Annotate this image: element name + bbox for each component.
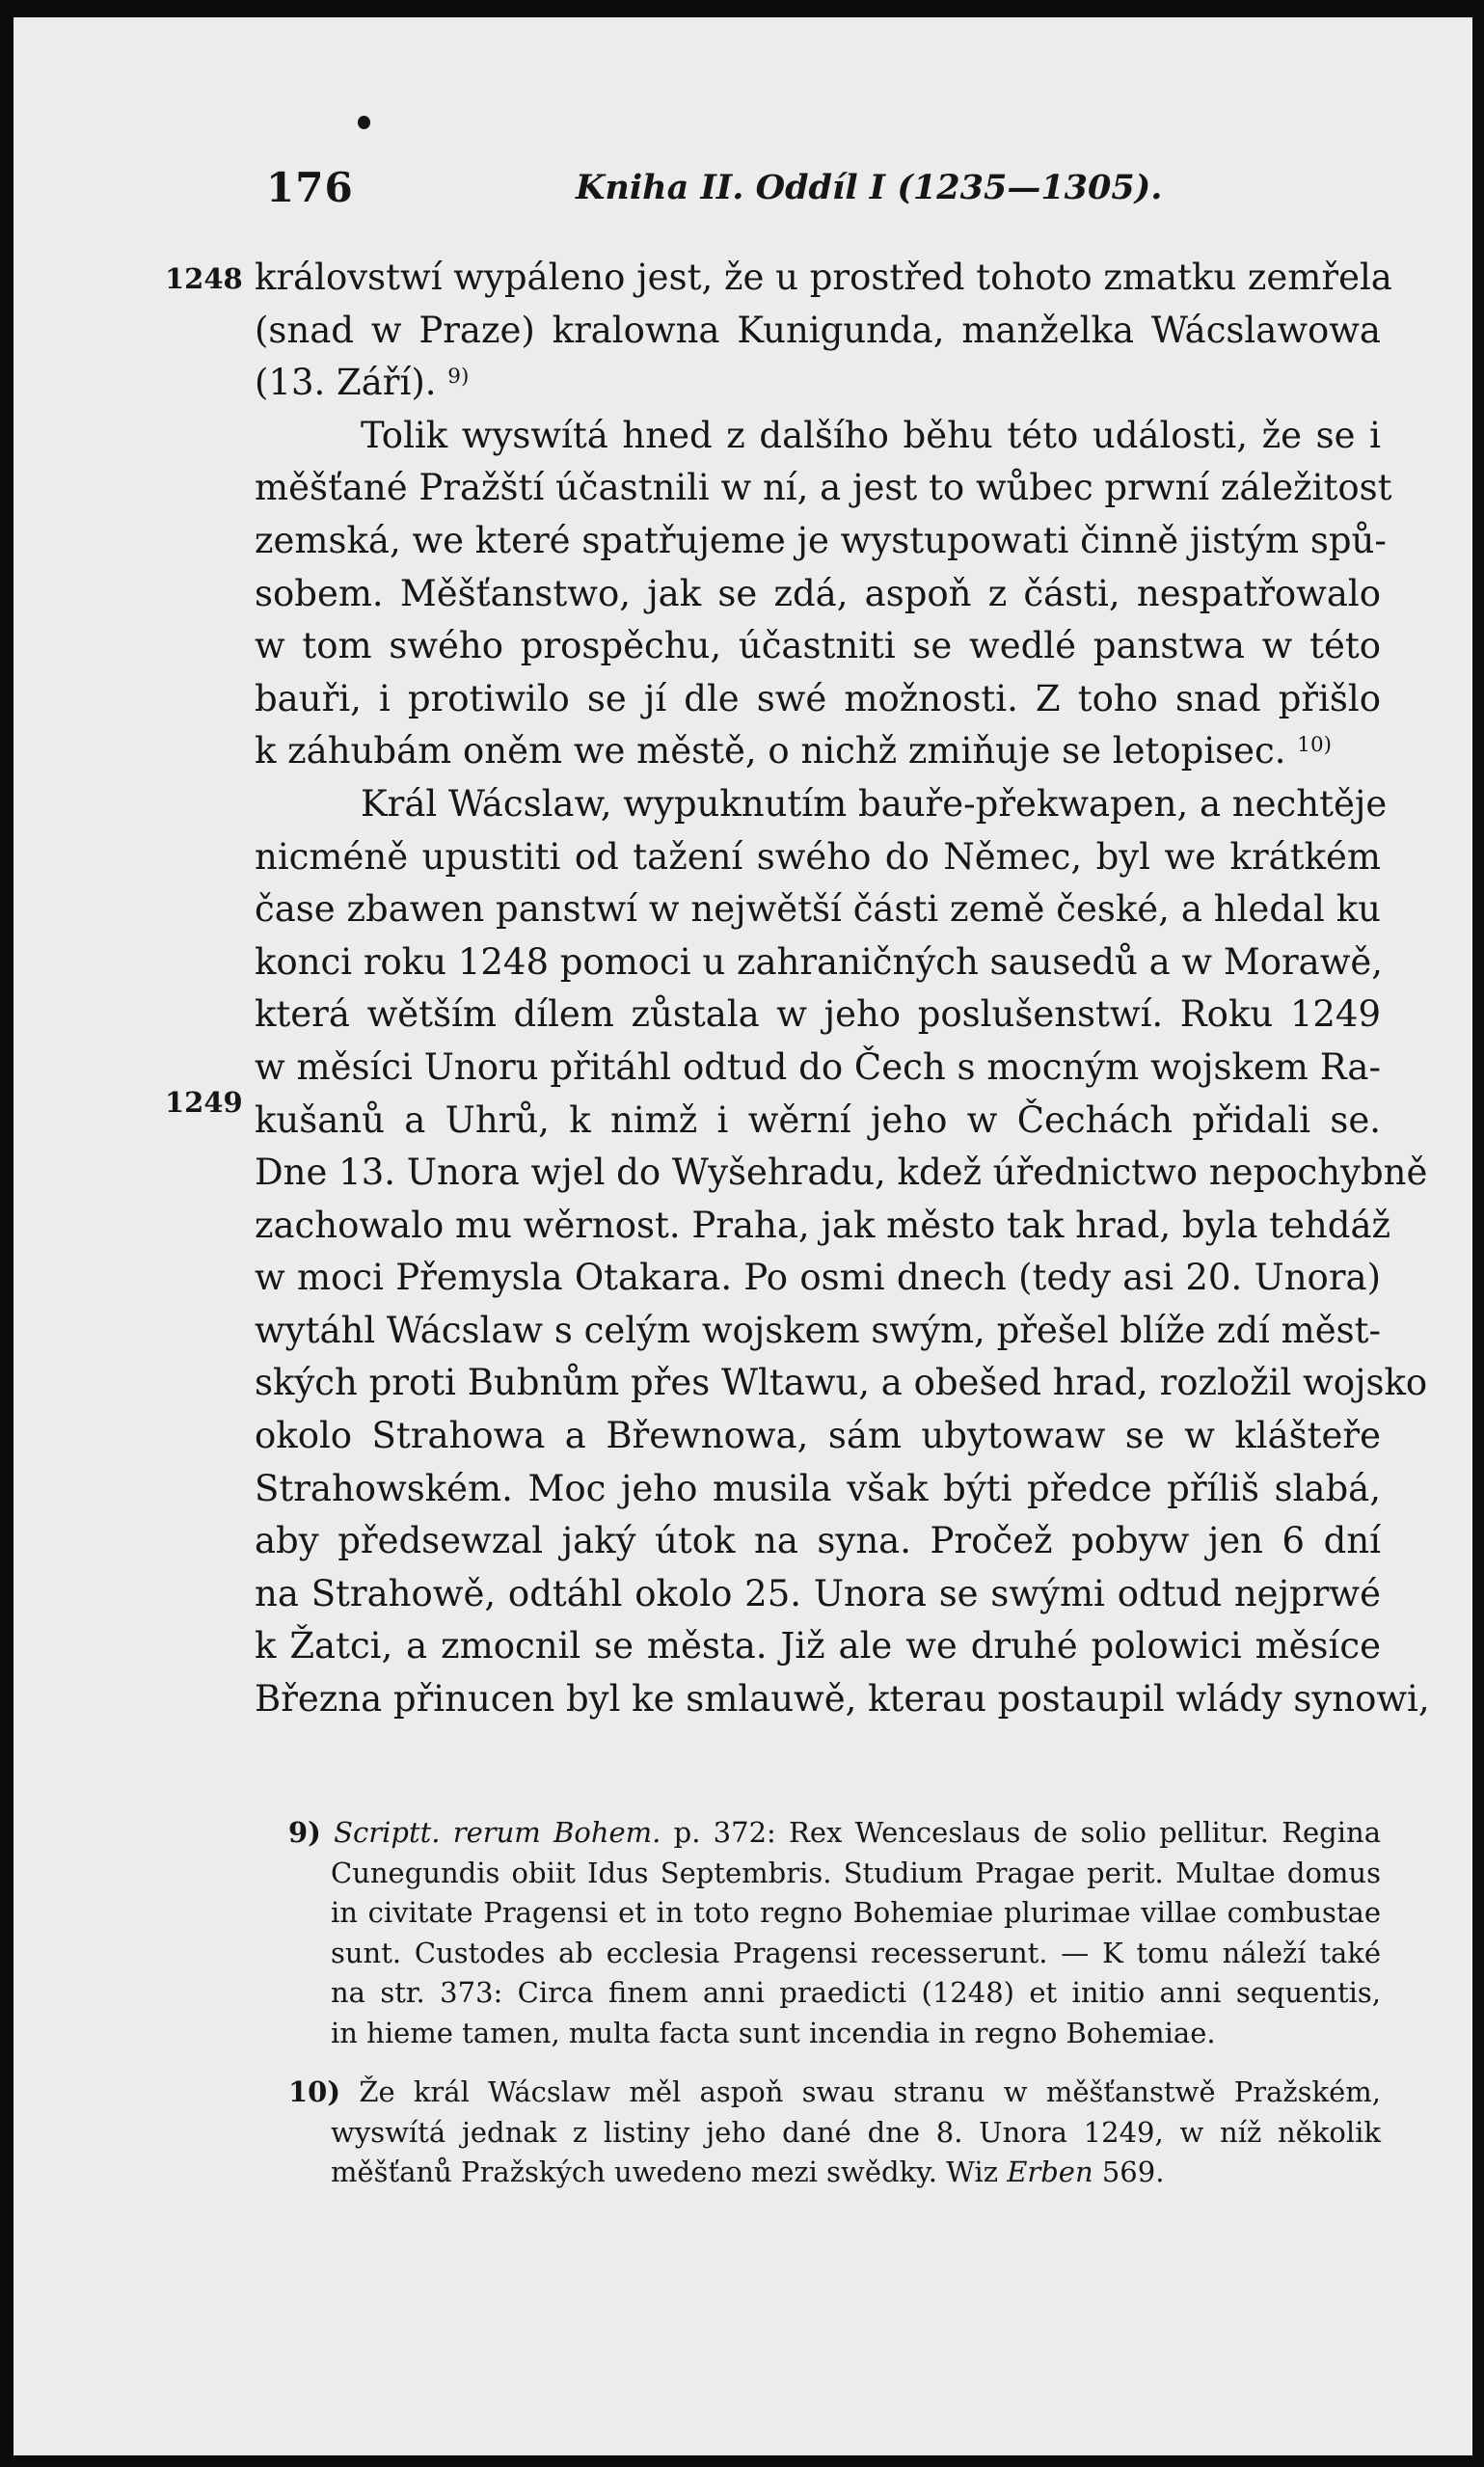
text-line: nicméně upustiti od tažení swého do Němec, byl we krátkém bbox=[255, 835, 1381, 878]
footnote-9: 9) Scriptt. rerum Bohem. p. 372: Rex Wenceslaus de solio pellitur. Regina bbox=[288, 1816, 1381, 1849]
text-line: k záhubám oněm we městě, o nichž zmiňuje se letopisec. $^{10)}$ bbox=[255, 730, 1332, 773]
running-head: Kniha II. Oddíl I (1235—1305). bbox=[576, 168, 1163, 207]
margin-year-1249: 1249 bbox=[165, 1086, 243, 1119]
footnote-line: sunt. Custodes ab ecclesia Pragensi recesserunt. — K tomu náleží také bbox=[331, 1936, 1381, 1969]
text-line: ských proti Bubnům přes Wltawu, a obešed hrad, rozložil wojsko bbox=[255, 1362, 1428, 1404]
text-line: wytáhl Wácslaw s celým wojskem swým, přešel blíže zdí měst- bbox=[255, 1309, 1381, 1351]
page-header bbox=[13, 164, 1472, 222]
text-line: (snad w Praze) kralowna Kunigunda, manželka Wácslawowa bbox=[255, 309, 1381, 351]
note-ref-9: 9) bbox=[447, 365, 470, 390]
page-number: 176 bbox=[266, 164, 354, 211]
text-line: w tom swého prospěchu, účastniti se wedlé panstwa w této bbox=[255, 625, 1381, 667]
reference-page: 569. bbox=[1101, 2155, 1165, 2188]
footnote-line: in civitate Pragensi et in toto regno Bohemiae plurimae villae combustae bbox=[331, 1896, 1381, 1929]
text-line: okolo Strahowa a Břewnowa, sám ubytowaw se w klášteře bbox=[255, 1415, 1381, 1457]
note-ref-10: 10) bbox=[1297, 733, 1332, 758]
text-line: čase zbawen panstwí w nejwětší části země české, a hledal ku bbox=[255, 888, 1381, 931]
footnote-marker-10: 10) bbox=[288, 2075, 341, 2108]
text-line: na Strahowě, odtáhl okolo 25. Unora se swými odtud nejprwé bbox=[255, 1572, 1381, 1614]
footnote-line: wyswítá jednak z listiny jeho dané dne 8. Unora 1249, w níž několik bbox=[331, 2115, 1381, 2149]
text-line: k Žatci, a zmocnil se města. Již ale we druhé polowici měsíce bbox=[255, 1625, 1381, 1667]
footnote-line: na str. 373: Circa finem anni praedicti (1248) et initio anni sequentis, bbox=[331, 1976, 1381, 2009]
text-line: měšťané Pražští účastnili w ní, a jest to wůbec prwní záležitost bbox=[255, 467, 1392, 509]
reference-author: Erben bbox=[1007, 2155, 1093, 2188]
body-text bbox=[255, 252, 1430, 1726]
text-line: zachowalo mu wěrnost. Praha, jak město tak hrad, byla tehdáž bbox=[255, 1204, 1391, 1246]
footnotes bbox=[255, 1813, 1381, 2193]
margin-year-1248: 1248 bbox=[165, 262, 243, 295]
text-line: Března přinucen byl ke smlauwě, kterau postaupil wlády synowi, bbox=[255, 1678, 1430, 1721]
text-line: kušanů a Uhrů, k nimž i wěrní jeho w Čechách přidali se. bbox=[255, 1098, 1381, 1141]
text-line: sobem. Měšťanstwo, jak se zdá, aspoň z části, nespatřowalo bbox=[255, 572, 1381, 614]
text-line: w moci Přemysla Otakara. Po osmi dnech (tedy asi 20. Unora) bbox=[255, 1257, 1381, 1299]
text-line: bauři, i protiwilo se jí dle swé možnosti. Z toho snad přišlo bbox=[255, 677, 1381, 719]
book-page bbox=[13, 17, 1472, 2455]
text-line: (13. Září). $^{9)}$ bbox=[255, 362, 470, 404]
footnote-line: in hieme tamen, multa facta sunt incendia in regno Bohemiae. bbox=[331, 2016, 1216, 2049]
text-line: konci roku 1248 pomoci u zahraničných sausedů a w Morawě, bbox=[255, 940, 1384, 983]
text-line: Strahowském. Moc jeho musila však býti předce příliš slabá, bbox=[255, 1467, 1381, 1509]
text-line: Tolik wyswítá hned z dalšího běhu této události, že se i bbox=[361, 414, 1381, 456]
text-line: která wětším dílem zůstala w jeho poslušenstwí. Roku 1249 bbox=[255, 993, 1381, 1036]
source-citation: Scriptt. rerum Bohem. bbox=[334, 1816, 661, 1849]
text-line: aby předsewzal jaký útok na syna. Pročež pobyw jen 6 dní bbox=[255, 1520, 1381, 1562]
text-line: zemská, we které spatřujeme je wystupowati činně jistým spů- bbox=[255, 519, 1387, 561]
footnote-marker-9: 9) bbox=[288, 1816, 321, 1849]
footnote-line: Cunegundis obiit Idus Septembris. Studium Pragae perit. Multae domus bbox=[331, 1856, 1381, 1889]
text-line: w měsíci Unoru přitáhl odtud do Čech s mocným wojskem Ra- bbox=[255, 1045, 1381, 1088]
text-line: Král Wácslaw, wypuknutím bauře-překwapen, a nechtěje bbox=[361, 782, 1388, 825]
footnote-10: 10) Že král Wácslaw měl aspoň swau stranu w měšťanstwě Pražském, bbox=[288, 2075, 1381, 2108]
text-line: královstwí wypáleno jest, že u prostřed tohoto zmatku zemřela bbox=[255, 257, 1392, 298]
ink-blemish bbox=[358, 116, 370, 129]
footnote-line: měšťanů Pražských uwedeno mezi swědky. Wiz Erben 569. bbox=[331, 2155, 1165, 2188]
text-line: Dne 13. Unora wjel do Wyšehradu, kdež úřednictwo nepochybně bbox=[255, 1152, 1428, 1194]
